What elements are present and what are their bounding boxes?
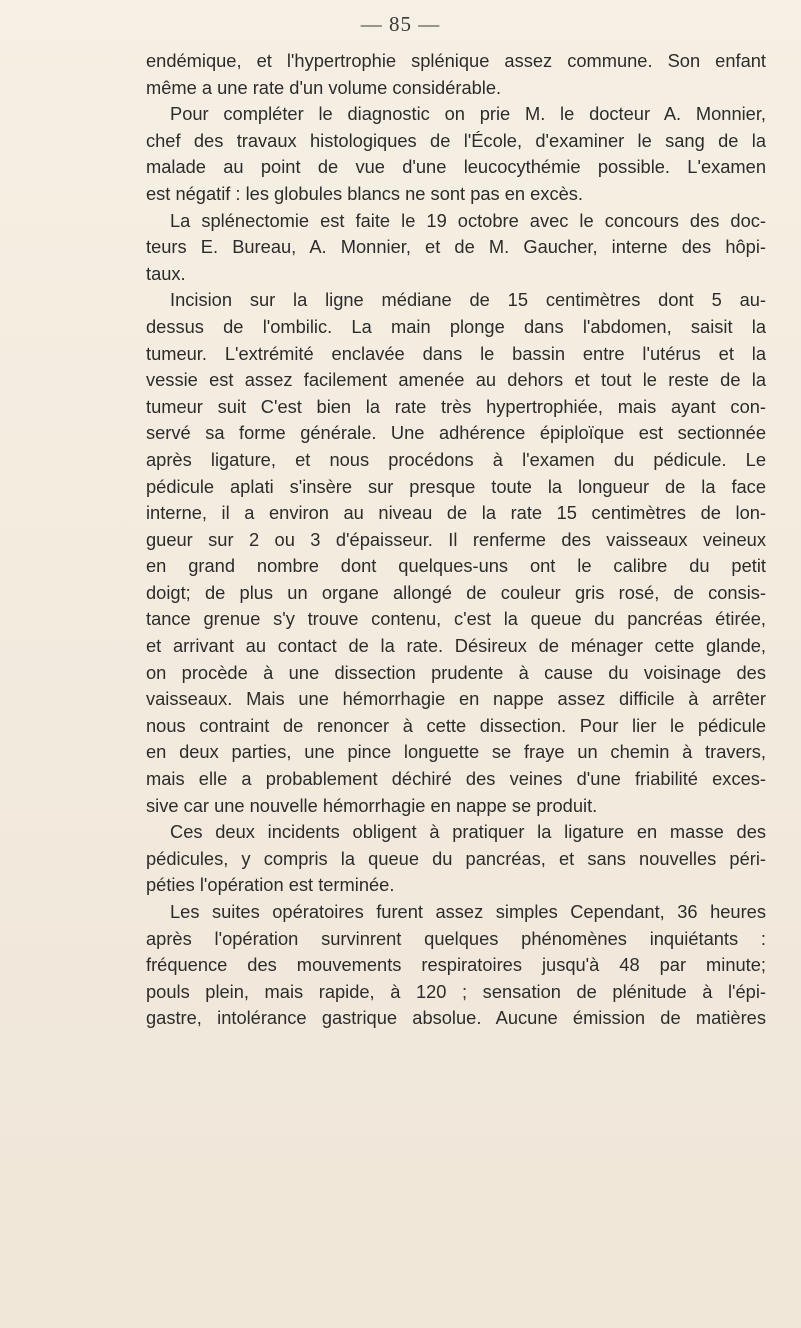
text-line: en grand nombre dont quelques-uns ont le calibre du petit [146,555,766,577]
text-line: pédicule aplati s'insère sur presque toute la longueur de la face [146,475,766,497]
text-line: interne, il a environ au niveau de la rate 15 centimètres de lon- [146,502,766,524]
text-line: pédicules, y compris la queue du pancréas, et sans nouvelles péri- [146,847,766,869]
text-line: tance grenue s'y trouve contenu, c'est la queue du pancréas étirée, [146,608,766,630]
text-line: fréquence des mouvements respiratoires jusqu'à 48 par minute; [146,954,766,976]
text-line: dessus de l'ombilic. La main plonge dans l'abdomen, saisit la [146,315,766,337]
text-line: péties l'opération est terminée. [146,874,395,896]
text-line: vessie est assez facilement amenée au dehors et tout le reste de la [146,369,766,391]
text-line: on procède à une dissection prudente à cause du voisinage des [146,661,766,683]
text-line: gastre, intolérance gastrique absolue. Aucune émission de matières [146,1007,766,1029]
text-line: après l'opération survinrent quelques phénomènes inquiétants : [146,927,766,949]
text-line: pouls plein, mais rapide, à 120 ; sensation de plénitude à l'épi- [146,980,766,1002]
text-line: mais elle a probablement déchiré des veines d'une friabilité exces- [146,768,766,790]
text-line: malade au point de vue d'une leucocythémie possible. L'examen [146,156,766,178]
text-line: et arrivant au contact de la rate. Désireux de ménager cette glande, [146,635,766,657]
text-line: en deux parties, une pince longuette se fraye un chemin à travers, [146,741,766,763]
text-line: chef des travaux histologiques de l'École, d'examiner le sang de la [146,129,766,151]
page-number: — 85 — [360,12,441,36]
text-line: taux. [146,262,186,284]
text-line: vaisseaux. Mais une hémorrhagie en nappe assez difficile à arrêter [146,688,766,710]
text-line: tumeur suit C'est bien la rate très hypertrophiée, mais ayant con- [146,395,766,417]
text-line: servé sa forme générale. Une adhérence épiploïque est sectionnée [146,422,766,444]
text-line: Les suites opératoires furent assez simples Cependant, 36 heures [170,901,766,922]
text-line: Pour compléter le diagnostic on prie M. le docteur A. Monnier, [170,103,766,125]
text-line: même a une rate d'un volume considérable. [146,76,502,98]
text-line: Ces deux incidents obligent à pratiquer la ligature en masse des [170,821,766,843]
text-line: après ligature, et nous procédons à l'examen du pédicule. Le [146,448,766,470]
text-line: endémique, et l'hypertrophie splénique assez commune. Son enfant [146,50,766,71]
text-line: teurs E. Bureau, A. Monnier, et de M. Gaucher, interne des hôpi- [146,236,766,258]
text-line: La splénectomie est faite le 19 octobre avec le concours des doc- [170,209,766,231]
text-line: est négatif : les globules blancs ne sont pas en excès. [146,182,583,204]
text-line: nous contraint de renoncer à cette dissection. Pour lier le pédicule [146,714,766,736]
text-line: tumeur. L'extrémité enclavée dans le bassin entre l'utérus et la [146,342,766,364]
body-text [146,48,766,1032]
text-line: Incision sur la ligne médiane de 15 centimètres dont 5 au- [170,289,766,311]
text-line: gueur sur 2 ou 3 d'épaisseur. Il renferme des vaisseaux veineux [146,528,766,550]
text-line: doigt; de plus un organe allongé de couleur gris rosé, de consis- [146,581,766,603]
text-line: sive car une nouvelle hémorrhagie en nappe se produit. [146,794,598,816]
